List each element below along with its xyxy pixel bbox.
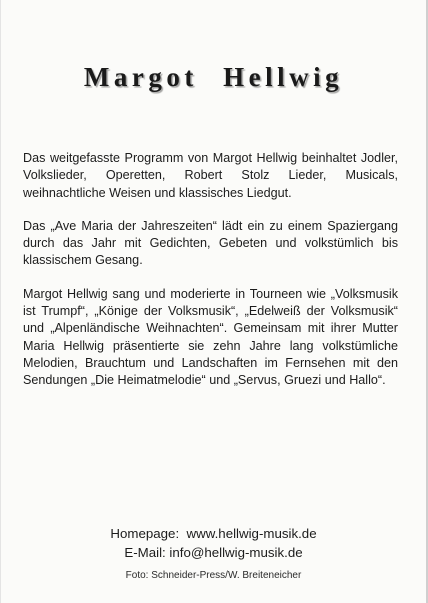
photo-credit: Foto: Schneider-Press/W. Breiteneicher — [125, 570, 302, 581]
paragraph-tours: Margot Hellwig sang und moderierte in Tourneen wie „Volksmusik ist Trumpf“, „Könige der Volksmusik“, „Edelweiß der Volksmusik“ und „Alpenländische Weihnachten“. Gemeinsam mit ihrer Mutter Maria Hellwig präsentierte sie zehn Jahre lang volkstümliche Melodien, Brauchtum und Landschaften im Fernsehen mit den Sendungen „Die Heimatmelodie“ und „Servus, Gruezi und Hallo“. — [23, 286, 398, 388]
paragraph-program: Das weitgefasste Programm von Margot Hellwig beinhaltet Jodler, Volkslieder, Operetten, Robert Stolz Lieder, Musicals, weihnachtliche Weisen und klassisches Liedgut. — [23, 151, 398, 200]
homepage-line: Homepage: www.hellwig-musik.de — [110, 526, 317, 541]
description-text — [23, 150, 398, 406]
paragraph-ave-maria: Das „Ave Maria der Jahreszeiten“ lädt ein zu einem Spaziergang durch das Jahr mit Gedichten, Gebeten und volkstümlich bis klassischem Gesang. — [23, 218, 398, 268]
artist-name-heading: Margot Hellwig — [83, 62, 344, 92]
contact-block — [1, 524, 426, 562]
email-line: E-Mail: info@hellwig-musik.de — [124, 545, 303, 560]
